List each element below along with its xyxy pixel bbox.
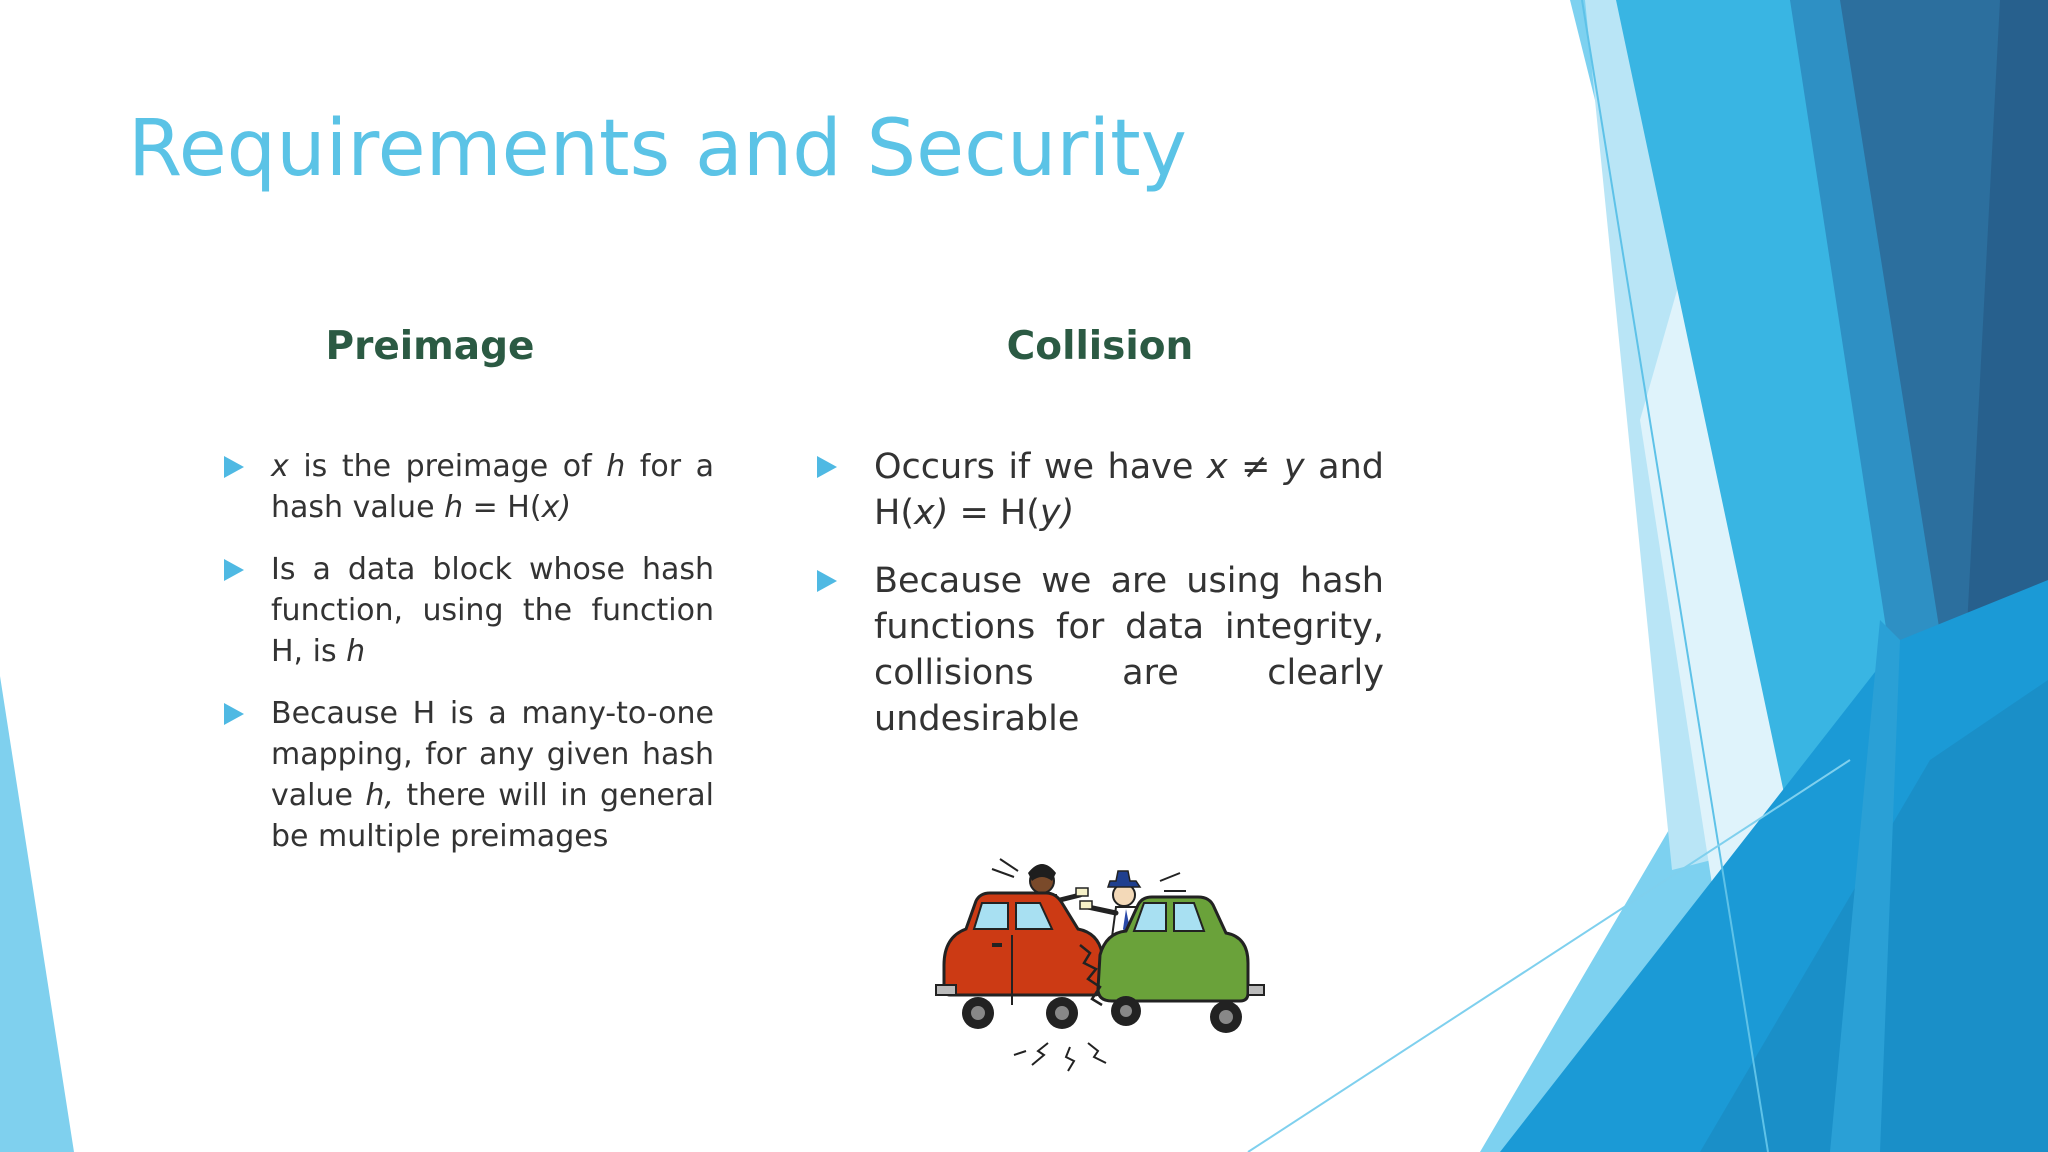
preimage-bullet — [224, 446, 714, 528]
bullet-arrow-icon — [224, 559, 244, 581]
bullet-text: Because H is a many-to-one mapping, for any given hash value h, there will in general be multiple preimages — [271, 696, 714, 854]
bullet-arrow-icon — [817, 456, 837, 478]
collision-heading: Collision — [1006, 324, 1194, 369]
bullet-arrow-icon — [224, 456, 244, 478]
preimage-bullet — [224, 693, 714, 857]
collision-bullet — [817, 444, 1384, 536]
car-collision-clipart — [930, 855, 1280, 1075]
bullet-arrow-icon — [817, 570, 837, 592]
bullet-text: Because we are using hash functions for data integrity, collisions are clearly undesirable — [874, 561, 1384, 739]
preimage-bullet — [224, 549, 714, 672]
bullet-arrow-icon — [224, 703, 244, 725]
preimage-heading: Preimage — [325, 324, 535, 369]
bullet-text: x is the preimage of h for a hash value h = H(x) — [271, 449, 714, 525]
bullet-text: Occurs if we have x ≠ y and H(x) = H(y) — [874, 447, 1384, 533]
bullet-text: Is a data block whose hash function, using the function H, is h — [271, 552, 714, 669]
slide-title: Requirements and Security — [128, 104, 1187, 194]
collision-bullet-list — [817, 444, 1384, 764]
preimage-bullet-list — [224, 446, 714, 878]
collision-bullet — [817, 558, 1384, 742]
